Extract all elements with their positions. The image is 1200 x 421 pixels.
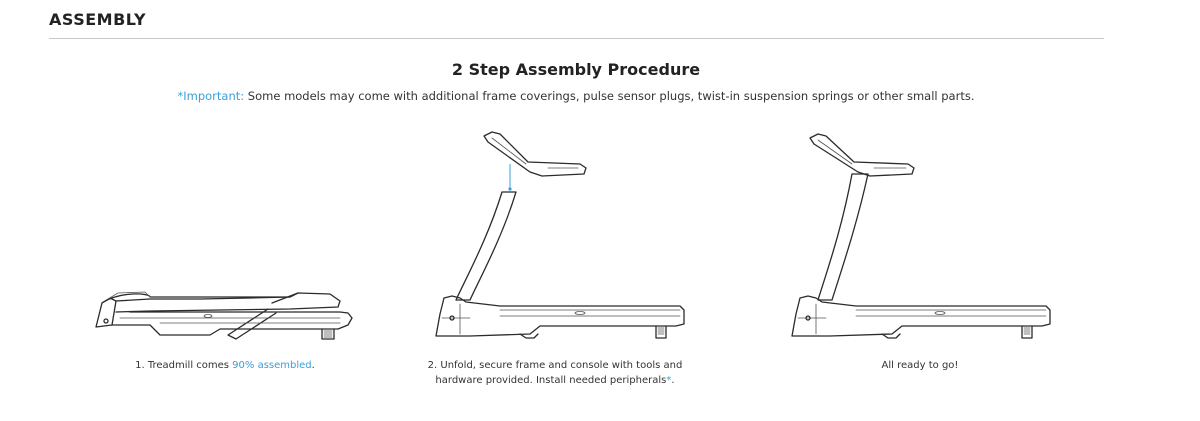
important-label: *Important: (177, 89, 245, 103)
step2-caption-line1: 2. Unfold, secure frame and console with tools and (427, 360, 683, 371)
procedure-heading: 2 Step Assembly Procedure (451, 60, 701, 79)
step2-caption-end: . (671, 375, 675, 386)
step2-caption-line2-wrap (405, 373, 705, 388)
step2-caption-star: * (666, 375, 672, 386)
important-text: Some models may come with additional frame coverings, pulse sensor plugs, twist-in suspension springs or other small parts. (244, 89, 975, 103)
step1-caption-highlight: 90% assembled (232, 360, 312, 371)
section-divider (49, 38, 1104, 39)
step1-caption-text: 1. Treadmill comes (135, 360, 233, 371)
step2-unfolding-treadmill-illustration (430, 128, 690, 343)
important-note (0, 89, 1152, 103)
section-title: ASSEMBLY (49, 10, 147, 29)
step2-caption-line2: hardware provided. Install needed peripherals (435, 375, 667, 386)
step1-caption-end: . (311, 360, 315, 371)
step3-caption: All ready to go! (881, 360, 959, 371)
step2-caption (405, 358, 705, 388)
step1-caption (100, 358, 350, 373)
step1-folded-treadmill-illustration (90, 285, 360, 345)
step3-assembled-treadmill-illustration (790, 128, 1060, 343)
